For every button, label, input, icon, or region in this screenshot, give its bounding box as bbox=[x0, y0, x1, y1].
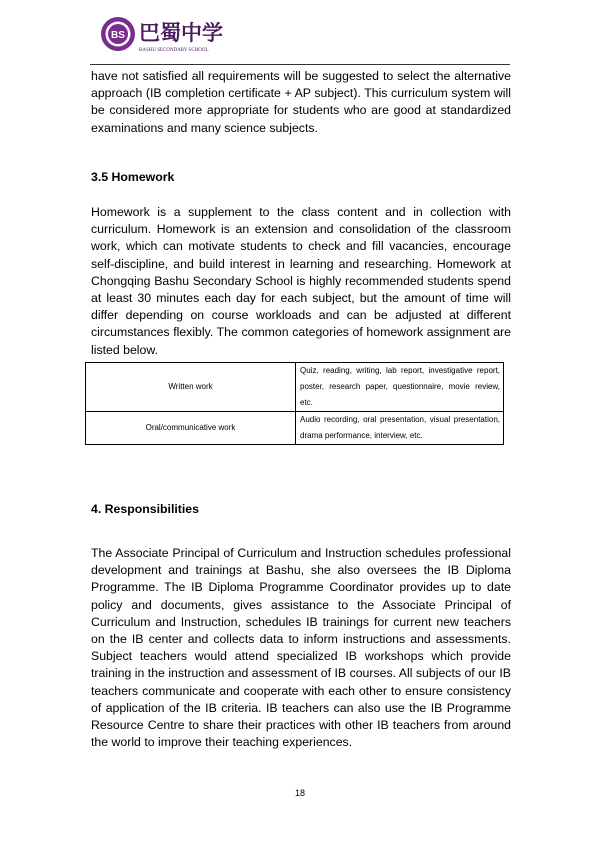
page-header bbox=[95, 10, 515, 66]
section-heading-responsibilities: 4. Responsibilities bbox=[91, 502, 199, 516]
paragraph-homework: Homework is a supplement to the class content and in collection with curriculum. Homework is an extension and consolidation of the classroom work, which can motivate students to check and fill vacancies, encourage self-discipline, and build interest in learning and researching. Homework at Chongqing Bashu Secondary School is highly recommended students spend at least 30 minutes each day for each subject, but the amount of time will differ depending on course workloads and can be adjusted at different circumstances flexibly. The common categories of homework assignment are listed below. bbox=[91, 205, 511, 357]
table-cell-category: Written work bbox=[86, 363, 296, 412]
section-heading-homework: 3.5 Homework bbox=[91, 170, 175, 184]
header-rule bbox=[90, 64, 510, 65]
school-logo bbox=[95, 10, 235, 58]
logo-emblem-text: BS bbox=[111, 30, 125, 41]
page-number: 18 bbox=[294, 788, 305, 798]
table-row bbox=[86, 412, 504, 445]
logo-english-text: BASHU SECONDARY SCHOOL bbox=[139, 48, 209, 53]
table-cell-examples: Audio recording, oral presentation, visual presentation, drama performance, interview, etc. bbox=[296, 412, 504, 445]
homework-categories-table bbox=[85, 362, 504, 445]
table-cell-examples: Quiz, reading, writing, lab report, investigative report, poster, research paper, questionnaire, movie review, etc. bbox=[296, 363, 504, 412]
paragraph-ib-approach: have not satisfied all requirements will be suggested to select the alternative approach (IB completion certificate + AP subject). This curriculum system will be considered more appropriate for students who are good at standardized examinations and many science subjects. bbox=[91, 69, 511, 135]
table-cell-category: Oral/communicative work bbox=[86, 412, 296, 445]
logo-chinese-text: 巴蜀中学 bbox=[139, 20, 223, 45]
table-row bbox=[86, 363, 504, 412]
paragraph-responsibilities: The Associate Principal of Curriculum and Instruction schedules professional development and trainings at Bashu, she also oversees the IB Diploma Programme. The IB Diploma Programme Coordinator provides up to date policy and documents, gives assistance to the Associate Principal of Curriculum and Instruction, schedules IB trainings for current new teachers on the IB center and collects data to inform instructions and assessments. Subject teachers would attend specialized IB workshops which provide training in the instruction and assessment of IB courses. All subjects of our IB teachers communicate and cooperate with each other to ensure consistency of application of the IB criteria. IB teachers can also use the IB Programme Resource Centre to share their practices with other IB teachers from around the world to improve their teaching experiences. bbox=[91, 546, 511, 750]
